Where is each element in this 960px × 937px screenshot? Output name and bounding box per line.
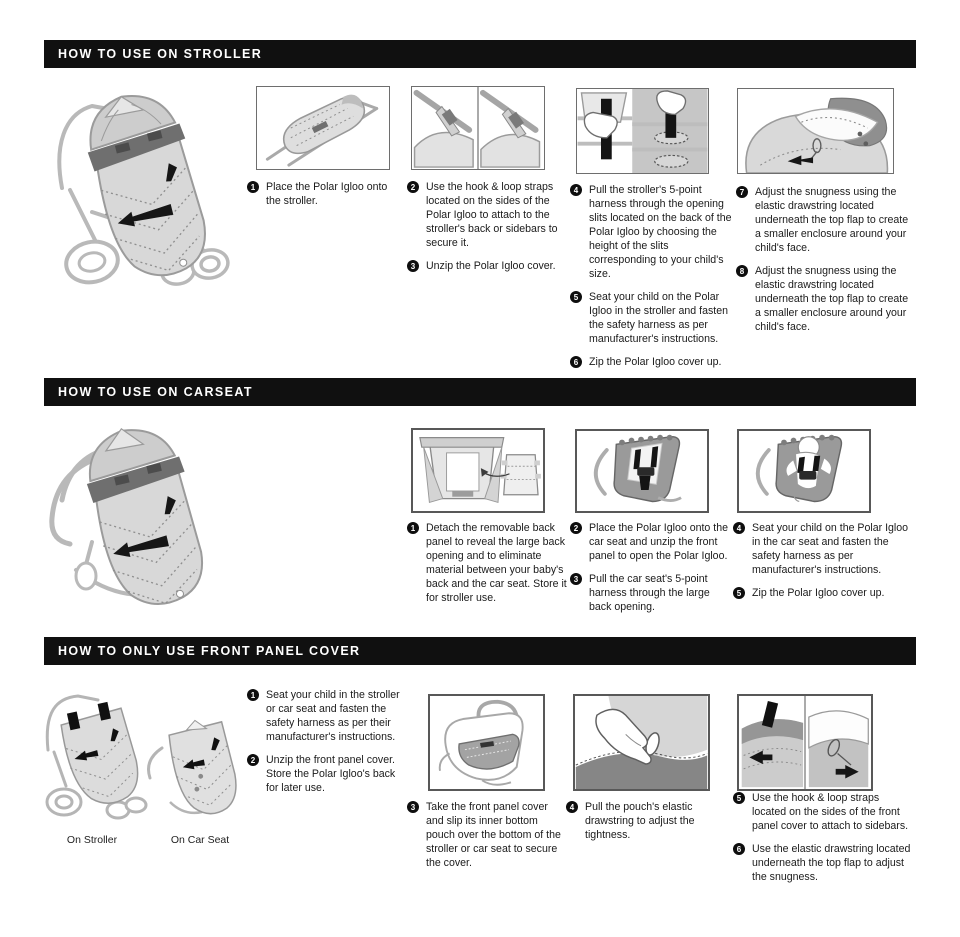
step-number-badge: 7 [736,186,748,198]
step-number-badge: 3 [570,573,582,585]
front-panel-steps-col-2 [407,800,567,879]
section-title: HOW TO USE ON CARSEAT [58,385,253,399]
step-text: Take the front panel cover and slip its inner bottom pouch over the bottom of the stroller or car seat to secure the cover. [426,801,561,869]
carseat-steps-col-1 [407,521,567,614]
section-title: HOW TO USE ON STROLLER [58,47,263,61]
front-panel-steps-col-3 [566,800,734,851]
caption-on-stroller: On Stroller [66,834,118,846]
step-number-badge: 5 [733,792,745,804]
step-item [736,264,916,334]
step-text: Zip the Polar Igloo cover up. [589,356,722,368]
step-text: Seat your child in the stroller or car seat and fasten the safety harness as per their manufacturer's instructions. [266,689,400,743]
step-item [733,586,917,600]
step-number-badge: 2 [407,181,419,193]
caption-on-car-seat: On Car Seat [170,834,230,846]
stroller-steps-col-2 [407,180,567,282]
carseat-steps-col-3 [733,521,917,609]
step-item [736,185,916,255]
front-panel-strollers-illustration [34,684,240,832]
step-item [733,521,917,577]
step-text: Pull the stroller's 5-point harness through the opening slits located on the back of the Polar Igloo by choosing the height of the slits corresponding to your child's size. [589,184,732,280]
step-number-badge: 5 [733,587,745,599]
step-text: Pull the pouch's elastic drawstring to adjust the tightness. [585,801,695,841]
thumb-drawstring-top-flap [737,88,894,174]
front-panel-steps-col-4 [733,791,915,893]
step-text: Seat your child on the Polar Igloo in the stroller and fasten the safety harness as per manufacturer's instructions. [589,291,728,345]
section-header-front-panel [44,637,916,665]
step-text: Pull the car seat's 5-point harness through the large back opening. [589,573,710,613]
step-number-badge: 2 [570,522,582,534]
step-text: Use the hook & loop straps located on the sides of the front panel cover to attach to sidebars. [752,792,909,832]
step-text: Unzip the front panel cover. Store the Polar Igloo's back for later use. [266,754,396,794]
thumb-straps-and-drawstring [737,694,873,791]
step-text: Adjust the snugness using the elastic drawstring located underneath the top flap to create a smaller enclosure around your child's face. [755,186,909,254]
thumb-detach-back-panel [411,428,545,513]
section-header-carseat [44,378,916,406]
step-number-badge: 3 [407,260,419,272]
step-number-badge: 1 [407,522,419,534]
step-item [407,180,567,250]
step-number-badge: 4 [570,184,582,196]
step-text: Use the hook & loop straps located on the sides of the Polar Igloo to attach to the stroller's back or sidebars to secure it. [426,181,558,249]
stroller-steps-col-4 [736,185,916,343]
step-item [570,355,735,369]
step-number-badge: 3 [407,801,419,813]
step-item [407,259,567,273]
step-number-badge: 8 [736,265,748,277]
step-item [566,800,734,842]
step-number-badge: 1 [247,689,259,701]
section-header-stroller [44,40,916,68]
step-text: Adjust the snugness using the elastic drawstring located underneath the top flap to create a smaller enclosure around your child's face. [755,265,909,333]
step-item [247,180,399,208]
step-text: Place the Polar Igloo onto the stroller. [266,181,388,207]
step-number-badge: 4 [733,522,745,534]
stroller-steps-col-3 [570,183,735,378]
thumb-place-igloo-on-stroller [256,86,390,170]
step-number-badge: 4 [566,801,578,813]
step-text: Detach the removable back panel to reveal the large back opening and to eliminate material between your baby's back and the car seat. Store it for stroller use. [426,522,567,604]
carseat-with-igloo-illustration [40,422,240,618]
step-text: Place the Polar Igloo onto the car seat and unzip the front panel to open the Polar Igloo. [589,522,728,562]
step-item [407,521,567,605]
thumb-child-in-carseat [737,429,871,513]
step-item [570,290,735,346]
section-title: HOW TO ONLY USE FRONT PANEL COVER [58,644,361,658]
step-text: Use the elastic drawstring located underneath the top flap to adjust the snugness. [752,843,911,883]
step-number-badge: 1 [247,181,259,193]
step-item [570,572,735,614]
step-item [570,521,735,563]
thumb-front-panel-pouch [428,694,545,791]
stroller-with-igloo-illustration [40,84,240,296]
step-number-badge: 2 [247,754,259,766]
step-text: Unzip the Polar Igloo cover. [426,260,556,272]
thumb-harness-through-slits [576,88,709,174]
front-panel-steps-col-1 [247,688,409,804]
thumb-pull-drawstring [573,694,710,791]
step-item [407,800,567,870]
step-item [570,183,735,281]
step-item [247,753,409,795]
step-number-badge: 6 [733,843,745,855]
step-text: Seat your child on the Polar Igloo in the car seat and fasten the safety harness as per manufacturer's instructions. [752,522,909,576]
carseat-steps-col-2 [570,521,735,623]
stroller-steps-col-1 [247,180,399,217]
step-item [733,791,915,833]
step-item [247,688,409,744]
thumb-hook-loop-straps [411,86,545,170]
step-item [733,842,915,884]
step-number-badge: 5 [570,291,582,303]
thumb-igloo-on-carseat [575,429,709,513]
step-number-badge: 6 [570,356,582,368]
step-text: Zip the Polar Igloo cover up. [752,587,885,599]
